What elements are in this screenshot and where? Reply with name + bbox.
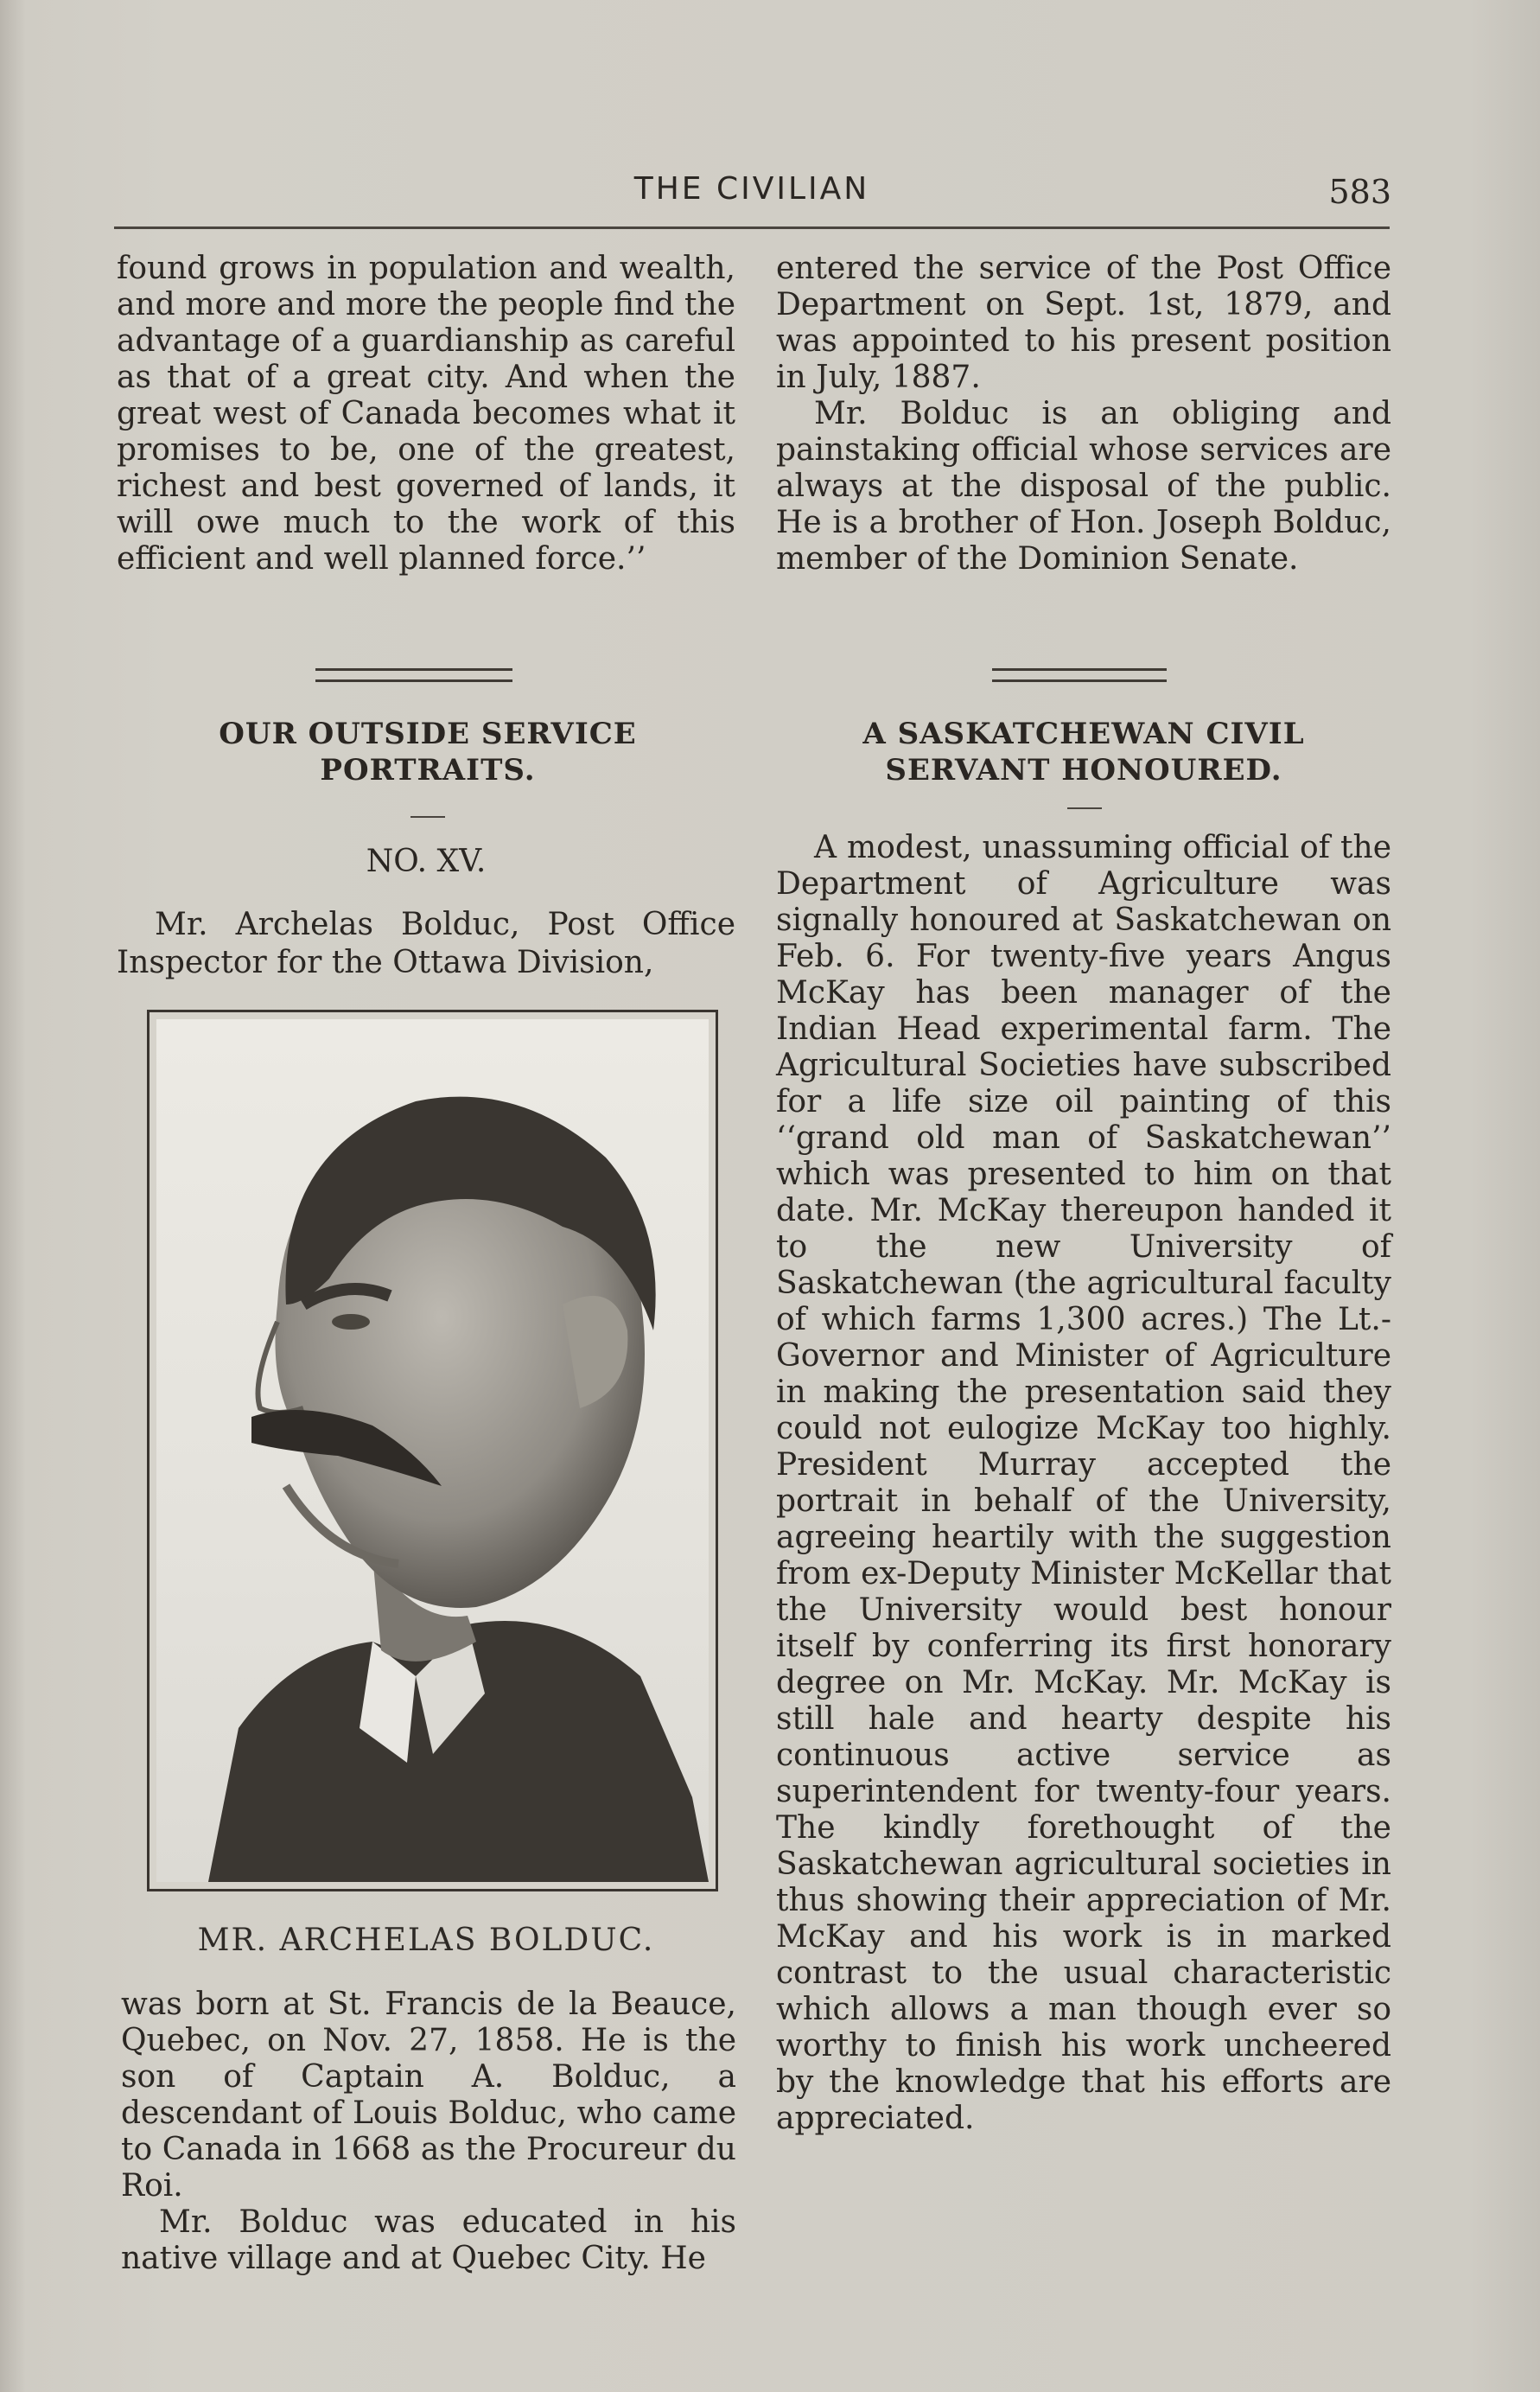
portrait-body-para-1: was born at St. Francis de la Beauce, Quebec, on Nov. 27, 1858. He is the son of Captain A. Bolduc, a descendant of Louis Bolduc, who came to Canada in 1668 as the Procureur du Roi.: [121, 1987, 736, 2204]
man-portrait-illustration: [156, 1019, 709, 1882]
page-header: [112, 164, 1391, 216]
portrait-photo-frame: [147, 1010, 718, 1891]
portrait-intro-text: Mr. Archelas Bolduc, Post Office Inspector for the Ottawa Division,: [117, 907, 735, 980]
saskatchewan-article-body: [776, 830, 1391, 2137]
portrait-intro: [117, 906, 735, 982]
portrait-number: NO. XV.: [366, 844, 487, 879]
portrait-article-body: [121, 1987, 736, 2277]
previous-article-ending: [117, 251, 735, 577]
saskatchewan-body-text: A modest, unassuming official of the Department of Agriculture was signally honoured at Saskatchewan on Feb. 6. For twenty-five years Angus McKay has been manager of the Indian Head experimental farm. The Agricultural Societies have subscribed for a life size oil painting of this ‘‘grand old man of Saskatchewan’’ which was presented to him on that date. Mr. McKay thereupon handed it to the new University of Saskatchewan (the agricultural faculty of which farms 1,300 acres.) The Lt.-Governor and Minister of Agriculture in making the presentation said they could not eulogize McKay too highly. President Murray accepted the portrait in behalf of the University, agreeing heartily with the suggestion from ex-Deputy Minister McKellar that the University would best honour itself by conferring its first honorary degree on Mr. McKay. Mr. McKay is still hale and hearty despite his continuous active service as superintendent for twenty-four years. The kindly forethought of the Saskatchewan agricultural societies in thus showing their appreciation of Mr. McKay and his work is in marked contrast to the usual characteristic which allows a man though ever so worthy to finish his work uncheered by the knowledge that his efforts are appreciated.: [776, 830, 1391, 2136]
portrait-photo: [156, 1019, 709, 1882]
portrait-article-heading: OUR OUTSIDE SERVICE PORTRAITS.: [219, 717, 637, 788]
previous-article-text: found grows in population and wealth, and more and more the people find the advantage of a guardianship as careful as that of a great city. And when the great west of Canada becomes what it promises to be, one of the greatest, richest and best governed of lands, it will owe much to the work of this efficient and well planned force.’’: [117, 251, 735, 577]
saskatchewan-article-heading: A SASKATCHEWAN CIVIL SERVANT HONOURED.: [862, 717, 1305, 788]
bolduc-continuation-para-2: Mr. Bolduc is an obliging and painstaking official whose services are always at the disposal of the public. He is a brother of Hon. Joseph Bolduc, member of the Dominion Senate.: [776, 396, 1391, 577]
portrait-body-para-2: Mr. Bolduc was educated in his native village and at Quebec City. He: [121, 2204, 736, 2276]
heading-short-rule-right: [1067, 807, 1102, 809]
heading-short-rule-left: [410, 816, 445, 818]
page-number: 583: [1328, 173, 1391, 211]
bolduc-continuation: [776, 251, 1391, 577]
publication-title: THE CIVILIAN: [633, 171, 870, 207]
header-rule: [114, 226, 1390, 229]
left-column-divider: [315, 668, 512, 682]
portrait-caption: MR. ARCHELAS BOLDUC.: [197, 1923, 655, 1958]
right-column-divider: [992, 668, 1167, 682]
bolduc-continuation-para-1: entered the service of the Post Office Department on Sept. 1st, 1879, and was appointed to his present position in July, 1887.: [776, 251, 1391, 395]
